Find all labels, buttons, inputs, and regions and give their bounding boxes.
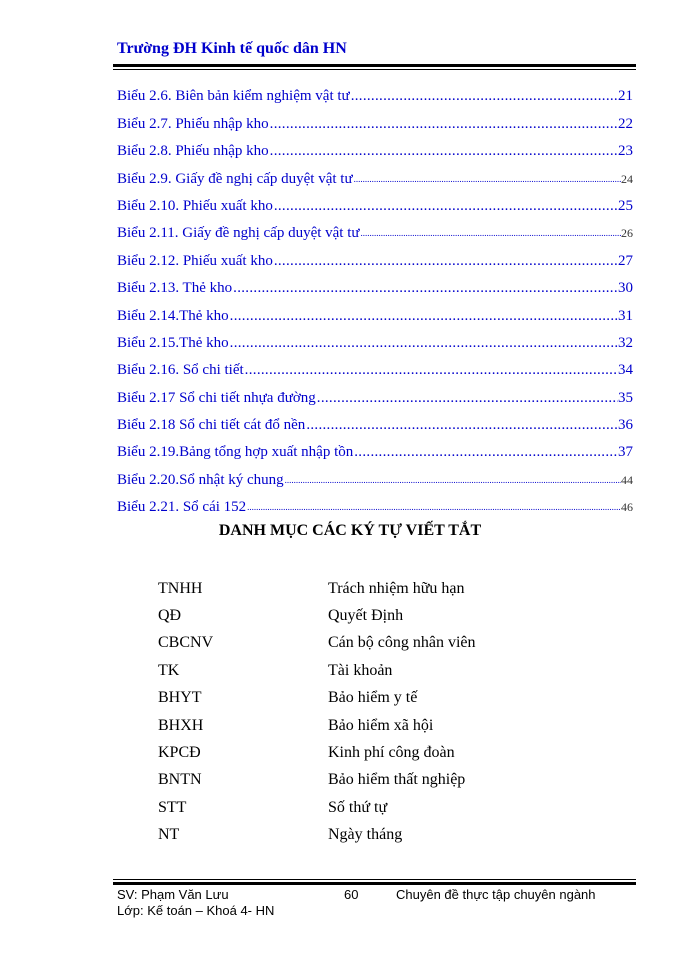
toc-entry[interactable] bbox=[117, 160, 633, 187]
toc-entry[interactable] bbox=[117, 407, 633, 434]
toc-entry-label: Biểu 2.14.Thẻ kho bbox=[117, 307, 229, 324]
section-title: DANH MỤC CÁC KÝ TỰ VIẾT TẮT bbox=[218, 522, 482, 539]
toc-entry[interactable] bbox=[117, 105, 633, 132]
footer-page-number: 60 bbox=[344, 887, 359, 902]
toc-leader-dots bbox=[353, 170, 621, 188]
abbreviation-code: QĐ bbox=[158, 607, 182, 625]
abbreviation-description: Ngày tháng bbox=[328, 826, 403, 844]
toc-entry-page: 26 bbox=[621, 226, 633, 241]
toc-entry-page: 31 bbox=[618, 307, 633, 324]
toc-entry-page: 21 bbox=[618, 88, 633, 105]
toc-entry-page: 22 bbox=[618, 115, 633, 132]
toc-entry[interactable] bbox=[117, 188, 633, 215]
abbreviation-code: BNTN bbox=[158, 771, 202, 789]
abbreviation-description: Bảo hiểm y tế bbox=[328, 689, 418, 707]
abbreviation-row bbox=[158, 767, 558, 794]
abbreviation-code: CBCNV bbox=[158, 634, 214, 652]
toc-entry-label: Biểu 2.17 Sổ chi tiết nhựa đường bbox=[117, 389, 316, 406]
toc-entry-label: Biểu 2.16. Sổ chi tiết bbox=[117, 362, 244, 379]
toc-entry-label: Biểu 2.13. Thẻ kho bbox=[117, 280, 233, 297]
header-divider-thin bbox=[113, 69, 636, 70]
abbreviation-description: Kinh phí công đoàn bbox=[328, 744, 455, 762]
toc-entry-label: Biểu 2.12. Phiếu xuất kho bbox=[117, 252, 273, 269]
toc-entry-label: Biểu 2.15.Thẻ kho bbox=[117, 334, 229, 351]
toc-leader-dots bbox=[284, 471, 621, 489]
toc-entry[interactable] bbox=[117, 133, 633, 160]
toc-entry-label: Biểu 2.10. Phiếu xuất kho bbox=[117, 197, 273, 214]
toc-leader-dots bbox=[305, 416, 618, 434]
toc-entry-page: 32 bbox=[618, 334, 633, 351]
toc-entry[interactable] bbox=[117, 379, 633, 406]
toc-leader-dots bbox=[244, 361, 618, 379]
toc-leader-dots bbox=[246, 498, 621, 516]
toc-entry[interactable] bbox=[117, 489, 633, 516]
toc-entry-label: Biểu 2.18 Sổ chi tiết cát đổ nền bbox=[117, 417, 306, 434]
abbreviation-description: Số thứ tự bbox=[328, 798, 388, 816]
toc-entry-page: 36 bbox=[618, 417, 633, 434]
abbreviation-row bbox=[158, 630, 558, 657]
toc-entry-page: 30 bbox=[618, 280, 633, 297]
abbreviation-row bbox=[158, 739, 558, 766]
abbreviation-row bbox=[158, 794, 558, 821]
toc-leader-dots bbox=[229, 334, 618, 352]
abbreviation-description: Cán bộ công nhân viên bbox=[328, 634, 476, 652]
toc-entry-label: Biểu 2.20.Sổ nhật ký chung bbox=[117, 471, 284, 488]
toc-entry-label: Biểu 2.11. Giấy đề nghị cấp duyệt vật tư bbox=[117, 225, 360, 242]
abbreviation-code: BHYT bbox=[158, 689, 202, 707]
header-divider-thick bbox=[113, 64, 636, 67]
toc-entry-page: 44 bbox=[621, 472, 633, 487]
footer-student: SV: Phạm Văn Lưu bbox=[117, 887, 229, 902]
toc-leader-dots bbox=[273, 197, 618, 215]
abbreviation-description: Tài khoản bbox=[328, 661, 393, 679]
toc-entry-page: 24 bbox=[621, 171, 633, 186]
toc-leader-dots bbox=[353, 443, 618, 461]
toc-entry[interactable] bbox=[117, 242, 633, 269]
toc-entry-label: Biểu 2.21. Sổ cái 152 bbox=[117, 499, 247, 516]
toc-entry[interactable] bbox=[117, 325, 633, 352]
abbreviation-code: KPCĐ bbox=[158, 744, 201, 762]
toc-entry-label: Biểu 2.8. Phiếu nhập kho bbox=[117, 143, 269, 160]
abbreviation-row bbox=[158, 712, 558, 739]
toc-entry-label: Biểu 2.6. Biên bản kiểm nghiệm vật tư bbox=[117, 88, 350, 105]
toc-entry-label: Biểu 2.19.Bảng tổng hợp xuất nhập tồn bbox=[117, 444, 354, 461]
toc-entry-page: 34 bbox=[618, 362, 633, 379]
abbreviation-row bbox=[158, 822, 558, 849]
abbreviation-code: NT bbox=[158, 826, 180, 844]
table-of-contents bbox=[117, 78, 633, 516]
toc-entry[interactable] bbox=[117, 78, 633, 105]
abbreviation-code: TNHH bbox=[158, 579, 203, 597]
toc-entry[interactable] bbox=[117, 434, 633, 461]
abbreviation-row bbox=[158, 685, 558, 712]
page-header-title: Trường ĐH Kinh tế quốc dân HN bbox=[117, 40, 347, 57]
toc-leader-dots bbox=[229, 307, 618, 325]
footer-subject: Chuyên đề thực tập chuyên ngành bbox=[396, 887, 596, 902]
toc-leader-dots bbox=[269, 115, 618, 133]
toc-entry-page: 25 bbox=[618, 197, 633, 214]
abbreviation-description: Quyết Định bbox=[328, 607, 404, 625]
abbreviation-description: Trách nhiệm hữu hạn bbox=[328, 579, 465, 597]
toc-entry-page: 35 bbox=[618, 389, 633, 406]
abbreviation-description: Bảo hiểm xã hội bbox=[328, 716, 434, 734]
toc-entry[interactable] bbox=[117, 270, 633, 297]
toc-entry[interactable] bbox=[117, 461, 633, 488]
abbreviation-row bbox=[158, 657, 558, 684]
abbreviation-code: TK bbox=[158, 661, 180, 679]
abbreviation-description: Bảo hiểm thất nghiệp bbox=[328, 771, 466, 789]
abbreviation-list bbox=[158, 575, 558, 849]
footer-divider-thin bbox=[113, 879, 636, 880]
toc-leader-dots bbox=[269, 142, 618, 160]
toc-entry-label: Biểu 2.9. Giấy đề nghị cấp duyệt vật tư bbox=[117, 170, 353, 187]
toc-entry-page: 46 bbox=[621, 500, 633, 515]
toc-entry-page: 37 bbox=[618, 444, 633, 461]
abbreviation-row bbox=[158, 602, 558, 629]
toc-leader-dots bbox=[360, 224, 621, 242]
footer-class: Lớp: Kế toán – Khoá 4- HN bbox=[117, 903, 275, 918]
abbreviation-row bbox=[158, 575, 558, 602]
abbreviation-code: STT bbox=[158, 798, 187, 816]
toc-entry[interactable] bbox=[117, 297, 633, 324]
toc-entry-page: 27 bbox=[618, 252, 633, 269]
toc-leader-dots bbox=[232, 279, 618, 297]
abbreviation-code: BHXH bbox=[158, 716, 204, 734]
footer-divider-thick bbox=[113, 882, 636, 885]
toc-leader-dots bbox=[316, 389, 618, 407]
toc-leader-dots bbox=[273, 252, 618, 270]
toc-leader-dots bbox=[350, 87, 618, 105]
toc-entry-page: 23 bbox=[618, 143, 633, 160]
toc-entry[interactable] bbox=[117, 215, 633, 242]
toc-entry-label: Biểu 2.7. Phiếu nhập kho bbox=[117, 115, 269, 132]
toc-entry[interactable] bbox=[117, 352, 633, 379]
